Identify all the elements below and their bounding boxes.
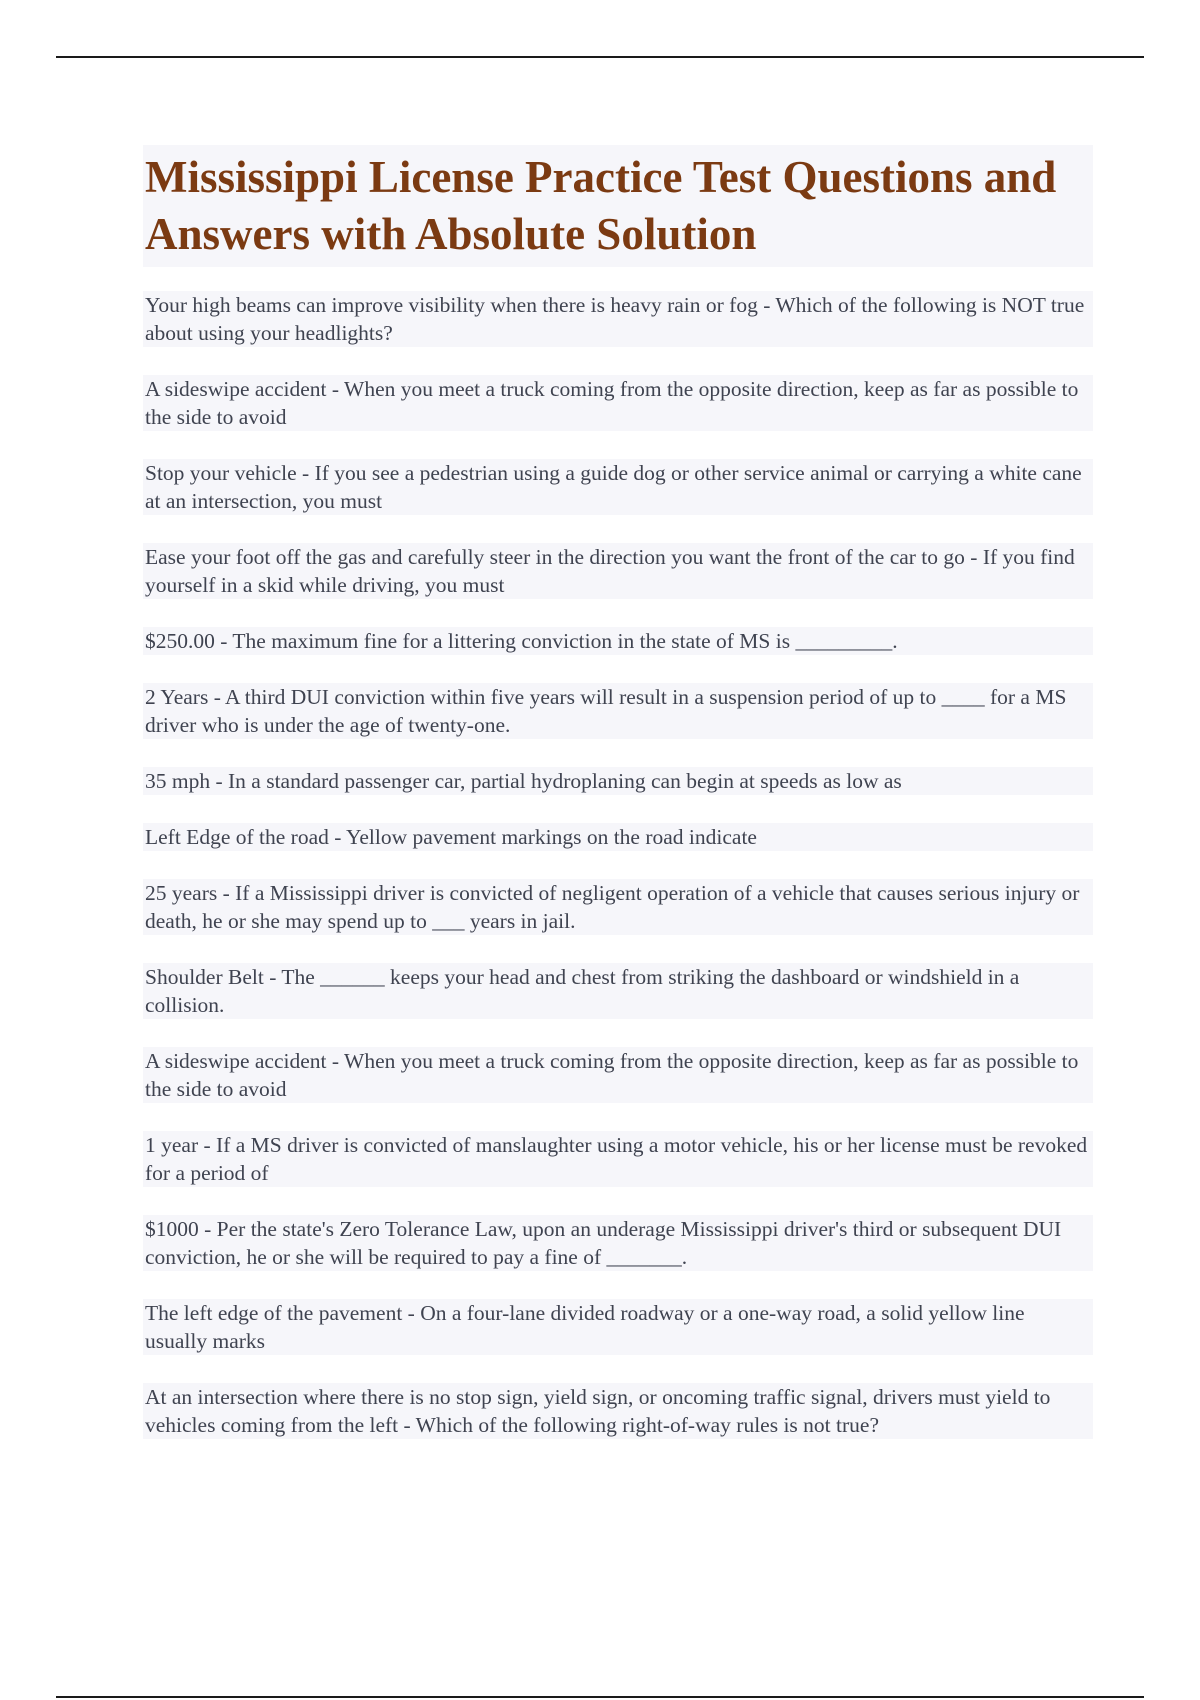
top-rule — [56, 56, 1144, 58]
qa-item: $250.00 - The maximum fine for a littering conviction in the state of MS is _________. — [143, 627, 1093, 655]
qa-item: A sideswipe accident - When you meet a truck coming from the opposite direction, keep as far as possible to the side to avoid — [143, 375, 1093, 431]
qa-item: 1 year - If a MS driver is convicted of manslaughter using a motor vehicle, his or her license must be revoked for a period of — [143, 1131, 1093, 1187]
qa-item: 25 years - If a Mississippi driver is convicted of negligent operation of a vehicle that causes serious injury or death, he or she may spend up to ___ years in jail. — [143, 879, 1093, 935]
qa-item: 2 Years - A third DUI conviction within five years will result in a suspension period of up to ____ for a MS driver who is under the age of twenty-one. — [143, 683, 1093, 739]
bottom-rule — [56, 1696, 1144, 1698]
title-block — [143, 145, 1093, 267]
qa-item: The left edge of the pavement - On a four-lane divided roadway or a one-way road, a solid yellow line usually marks — [143, 1299, 1093, 1355]
qa-item: Stop your vehicle - If you see a pedestrian using a guide dog or other service animal or carrying a white cane at an intersection, you must — [143, 459, 1093, 515]
qa-item: $1000 - Per the state's Zero Tolerance Law, upon an underage Mississippi driver's third or subsequent DUI conviction, he or she will be required to pay a fine of _______. — [143, 1215, 1093, 1271]
qa-item: 35 mph - In a standard passenger car, partial hydroplaning can begin at speeds as low as — [143, 767, 1093, 795]
qa-item: Shoulder Belt - The ______ keeps your head and chest from striking the dashboard or windshield in a collision. — [143, 963, 1093, 1019]
document-title: Mississippi License Practice Test Questions and Answers with Absolute Solution — [145, 152, 1057, 259]
qa-item: A sideswipe accident - When you meet a truck coming from the opposite direction, keep as far as possible to the side to avoid — [143, 1047, 1093, 1103]
qa-item: At an intersection where there is no stop sign, yield sign, or oncoming traffic signal, drivers must yield to vehicles coming from the left - Which of the following right-of-way rules is not true? — [143, 1383, 1093, 1439]
qa-item: Ease your foot off the gas and carefully steer in the direction you want the front of the car to go - If you find yourself in a skid while driving, you must — [143, 543, 1093, 599]
qa-item: Left Edge of the road - Yellow pavement markings on the road indicate — [143, 823, 1093, 851]
document-body — [143, 145, 1093, 1467]
qa-list — [143, 291, 1093, 1439]
qa-item: Your high beams can improve visibility when there is heavy rain or fog - Which of the following is NOT true about using your headlights? — [143, 291, 1093, 347]
